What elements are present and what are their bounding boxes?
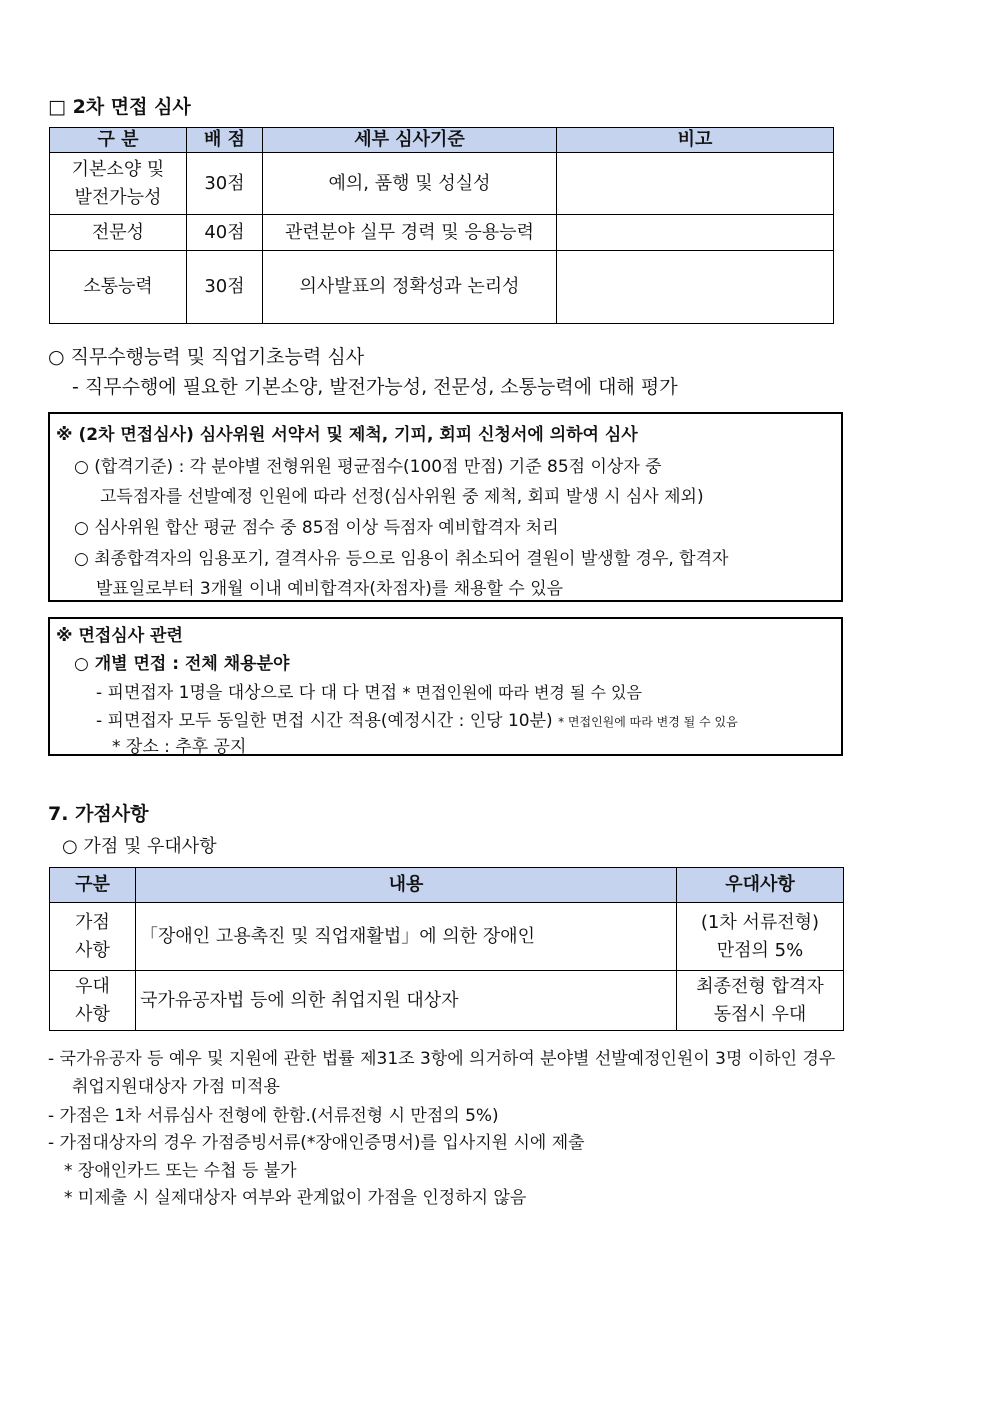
row-score: 40점 bbox=[187, 215, 263, 251]
box1-line: 발표일로부터 3개월 이내 예비합격자(차점자)를 채용할 수 있음 bbox=[96, 579, 564, 599]
row-criteria: 예의, 품행 및 성실성 bbox=[263, 153, 557, 215]
row-note bbox=[557, 215, 834, 251]
row-category: 우대 사항 bbox=[50, 971, 136, 1031]
col-header-content: 내용 bbox=[136, 868, 677, 903]
interview-info-box bbox=[48, 617, 843, 756]
ability-desc: - 직무수행에 필요한 기본소양, 발전가능성, 전문성, 소통능력에 대해 평가 bbox=[72, 376, 678, 398]
review-notice-box bbox=[48, 412, 843, 602]
row-score: 30점 bbox=[187, 153, 263, 215]
section7-subtitle: ○ 가점 및 우대사항 bbox=[62, 836, 217, 857]
table-row bbox=[50, 251, 834, 324]
col-header-category: 구분 bbox=[50, 868, 136, 903]
box1-line: ○ 최종합격자의 임용포기, 결격사유 등으로 임용이 취소되어 결원이 발생할 경우, 합격자 bbox=[74, 549, 729, 569]
bonus-table bbox=[49, 867, 844, 1031]
row-note bbox=[557, 251, 834, 324]
box2-text: - 피면접자 모두 동일한 면접 시간 적용(예정시간 : 인당 10분) bbox=[96, 711, 553, 731]
box2-footnote: * 면접인원에 따라 변경 될 수 있음 bbox=[402, 683, 642, 702]
col-header-category: 구 분 bbox=[50, 128, 187, 153]
row-benefit: (1차 서류전형) 만점의 5% bbox=[677, 903, 844, 971]
row-criteria: 관련분야 실무 경력 및 응용능력 bbox=[263, 215, 557, 251]
table-header-row bbox=[50, 128, 834, 153]
row-criteria: 의사발표의 정확성과 논리성 bbox=[263, 251, 557, 324]
section7-title: 7. 가점사항 bbox=[48, 803, 149, 825]
table-header-row bbox=[50, 868, 844, 903]
ability-heading: ○ 직무수행능력 및 직업기초능력 심사 bbox=[48, 346, 365, 368]
note-line: - 국가유공자 등 예우 및 지원에 관한 법률 제31조 3항에 의거하여 분야별 선발예정인원이 3명 이하인 경우 bbox=[48, 1049, 836, 1069]
table-row bbox=[50, 153, 834, 215]
row-category: 전문성 bbox=[50, 215, 187, 251]
box1-line: 고득점자를 선발예정 인원에 따라 선정(심사위원 중 제척, 회피 발생 시 심사 제외) bbox=[100, 487, 704, 507]
box2-line bbox=[96, 678, 642, 703]
col-header-note: 비고 bbox=[557, 128, 834, 153]
row-note bbox=[557, 153, 834, 215]
box1-line: ○ (합격기준) : 각 분야별 전형위원 평균점수(100점 만점) 기준 85점 이상자 중 bbox=[74, 457, 662, 477]
note-line: * 미제출 시 실제대상자 여부와 관계없이 가점을 인정하지 않음 bbox=[64, 1188, 527, 1208]
section2-title: □ 2차 면접 심사 bbox=[48, 96, 191, 118]
box2-text: - 피면접자 1명을 대상으로 다 대 다 면접 bbox=[96, 683, 398, 703]
note-line: * 장애인카드 또는 수첩 등 불가 bbox=[64, 1161, 297, 1181]
row-content: 국가유공자법 등에 의한 취업지원 대상자 bbox=[136, 971, 677, 1031]
row-benefit: 최종전형 합격자 동점시 우대 bbox=[677, 971, 844, 1031]
interview-criteria-table bbox=[49, 127, 834, 324]
box1-line: ○ 심사위원 합산 평균 점수 중 85점 이상 득점자 예비합격자 처리 bbox=[74, 518, 559, 538]
box1-title: ※ (2차 면접심사) 심사위원 서약서 및 제척, 기피, 회피 신청서에 의하여 심사 bbox=[56, 425, 638, 445]
table-row bbox=[50, 215, 834, 251]
box2-title: ※ 면접심사 관련 bbox=[56, 626, 183, 646]
box2-footnote: * 면접인원에 따라 변경 될 수 있음 bbox=[558, 715, 738, 729]
col-header-criteria: 세부 심사기준 bbox=[263, 128, 557, 153]
row-score: 30점 bbox=[187, 251, 263, 324]
note-line: 취업지원대상자 가점 미적용 bbox=[72, 1077, 280, 1097]
box2-line bbox=[96, 706, 738, 731]
col-header-benefit: 우대사항 bbox=[677, 868, 844, 903]
note-line: - 가점대상자의 경우 가점증빙서류(*장애인증명서)를 입사지원 시에 제출 bbox=[48, 1133, 585, 1153]
table-row bbox=[50, 971, 844, 1031]
row-category: 가점 사항 bbox=[50, 903, 136, 971]
col-header-score: 배 점 bbox=[187, 128, 263, 153]
note-line: - 가점은 1차 서류심사 전형에 한함.(서류전형 시 만점의 5%) bbox=[48, 1106, 499, 1126]
box2-line: * 장소 : 추후 공지 bbox=[112, 737, 247, 757]
row-category: 소통능력 bbox=[50, 251, 187, 324]
table-row bbox=[50, 903, 844, 971]
row-content: 「장애인 고용촉진 및 직업재활법」에 의한 장애인 bbox=[136, 903, 677, 971]
box2-line: ○ 개별 면접 : 전체 채용분야 bbox=[74, 654, 290, 674]
row-category: 기본소양 및 발전가능성 bbox=[50, 153, 187, 215]
